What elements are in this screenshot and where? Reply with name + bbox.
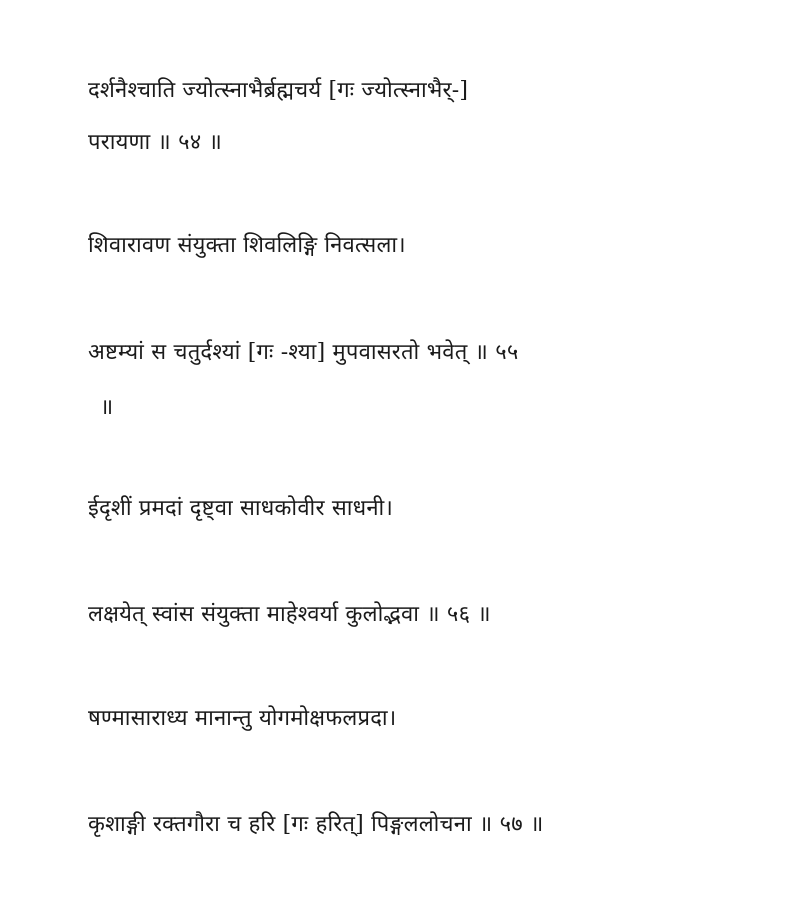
verse-line: परायणा ॥ ५४ ॥ [88, 130, 222, 155]
verse-line: शिवारावण संयुक्ता शिवलिङ्गि निवत्सला। [88, 233, 406, 258]
verse-line: लक्षयेत् स्वांस संयुक्ता माहेश्वर्या कुलोद्भवा ॥ ५६ ॥ [88, 602, 491, 627]
verse-line: दर्शनैश्चाति ज्योत्स्नाभैर्ब्रह्मचर्य [गः ज्योत्स्नाभैर्-] [88, 78, 469, 103]
verse-line: अष्टम्यां स चतुर्दश्यां [गः -श्या] मुपवासरतो भवेत् ॥ ५५ [88, 340, 519, 365]
verse-line: ईदृशीं प्रमदां दृष्ट्वा साधकोवीर साधनी। [88, 496, 393, 521]
verse-line: ॥ [100, 395, 114, 420]
verse-line: षण्मासाराध्य मानान्तु योगमोक्षफलप्रदा। [88, 706, 397, 731]
verse-line: कृशाङ्गी रक्तगौरा च हरि [गः हरित्] पिङ्गललोचना ॥ ५७ ॥ [88, 812, 544, 837]
